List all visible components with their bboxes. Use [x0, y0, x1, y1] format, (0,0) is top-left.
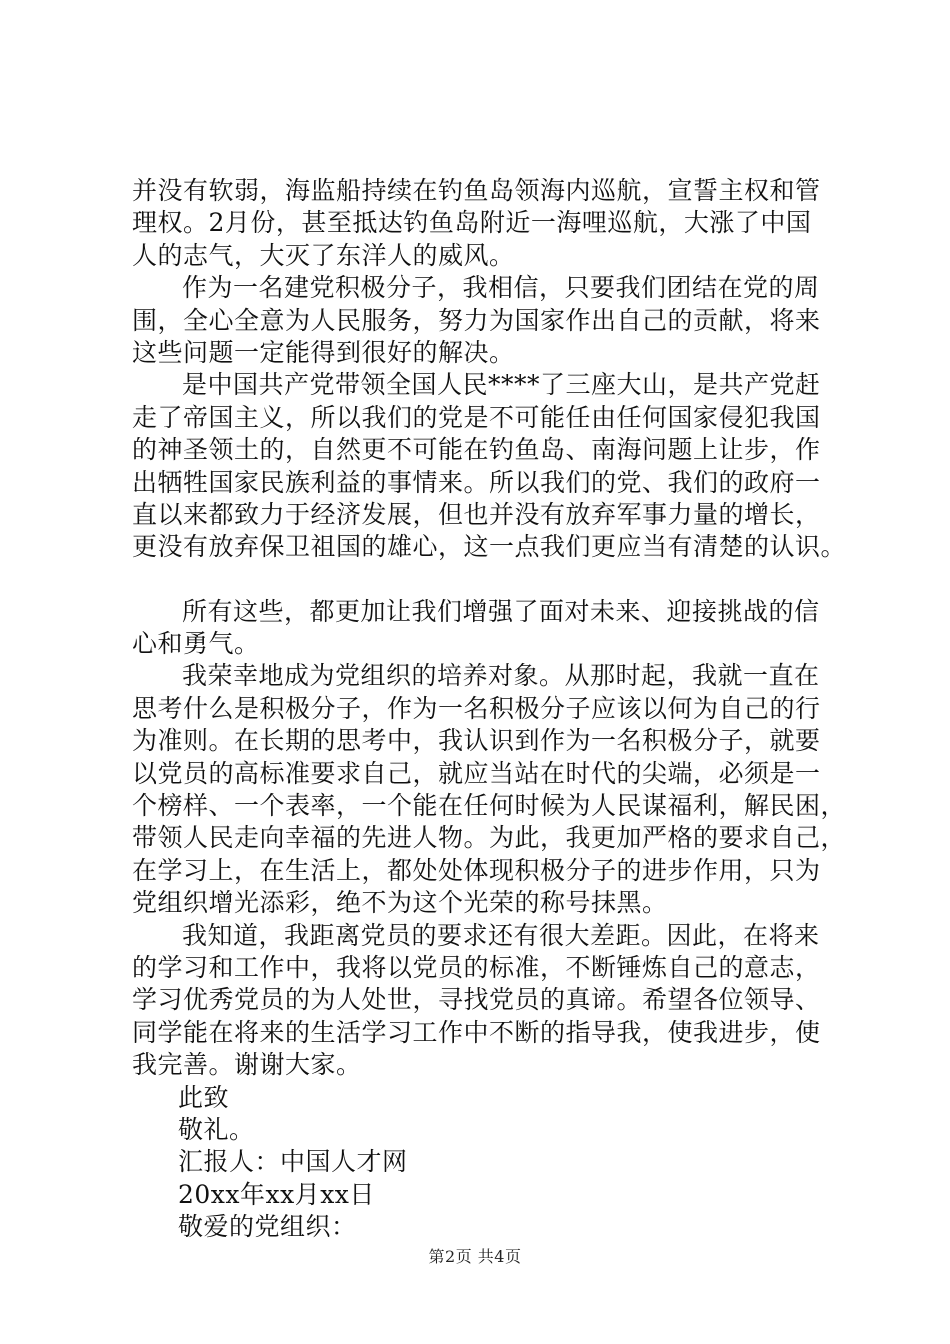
text-line: 同学能在将来的生活学习工作中不断的指导我，使我进步，使 — [132, 1017, 821, 1047]
next-letter-greeting: 敬爱的党组织： — [178, 1212, 357, 1242]
text-line: 理权。2月份，甚至抵达钓鱼岛附近一海哩巡航，大涨了中国 — [132, 208, 812, 238]
paragraph-3 — [132, 369, 847, 563]
text-line: 是中国共产党带领全国人民****了三座大山，是共产党赶 — [182, 370, 821, 400]
text-line: 出牺牲国家民族利益的事情来。所以我们的党、我们的政府一 — [132, 467, 821, 497]
paragraph-4 — [132, 596, 844, 661]
text-line: 的神圣领土的，自然更不可能在钓鱼岛、南海问题上让步，作 — [132, 435, 821, 465]
closing-salutation: 此致 — [178, 1082, 230, 1112]
text-line: 为准则。在长期的思考中，我认识到作为一名积极分子，就要 — [132, 726, 821, 756]
text-line: 我完善。谢谢大家。 — [132, 1050, 362, 1080]
paragraph-5 — [132, 660, 847, 919]
text-line: 这些问题一定能得到很好的解决。 — [132, 337, 515, 367]
text-line: 的学习和工作中，我将以党员的标准，不断锤炼自己的意志， — [132, 952, 821, 982]
report-date: 20xx年xx月xx日 — [178, 1179, 375, 1209]
text-line: 思考什么是积极分子，作为一名积极分子应该以何为自己的行 — [132, 693, 821, 723]
paragraph-6 — [132, 920, 844, 1082]
text-line: 学习优秀党员的为人处世，寻找党员的真谛。希望各位领导、 — [132, 985, 821, 1015]
text-line: 以党员的高标准要求自己，就应当站在时代的尖端，必须是一 — [132, 758, 821, 788]
closing-respect: 敬礼。 — [178, 1114, 255, 1144]
paragraph-2 — [132, 272, 844, 369]
text-line: 直以来都致力于经济发展，但也并没有放弃军事力量的增长， — [132, 499, 821, 529]
text-line: 我荣幸地成为党组织的培养对象。从那时起，我就一直在 — [182, 661, 820, 691]
text-line: 更没有放弃保卫祖国的雄心，这一点我们更应当有清楚的认识。 — [132, 532, 847, 562]
text-line: 围，全心全意为人民服务，努力为国家作出自己的贡献，将来 — [132, 305, 821, 335]
text-line: 党组织增光添彩，绝不为这个光荣的称号抹黑。 — [132, 888, 668, 918]
text-line: 走了帝国主义，所以我们的党是不可能任由任何国家侵犯我国 — [132, 402, 821, 432]
text-line: 所有这些，都更加让我们增强了面对未来、迎接挑战的信 — [182, 596, 820, 626]
text-line: 并没有软弱，海监船持续在钓鱼岛领海内巡航，宣誓主权和管 — [132, 176, 821, 205]
document-body — [132, 175, 847, 1244]
text-line: 我知道，我距离党员的要求还有很大差距。因此，在将来 — [182, 920, 820, 950]
paragraph-1 — [132, 175, 844, 272]
text-line: 作为一名建党积极分子，我相信，只要我们团结在党的周 — [182, 273, 820, 303]
text-line: 心和勇气。 — [132, 629, 260, 659]
page-footer: 第2页 共4页 — [428, 1247, 522, 1266]
text-line: 在学习上，在生活上，都处处体现积极分子的进步作用，只为 — [132, 855, 821, 885]
letter-closing — [132, 1082, 844, 1244]
blank-line — [132, 564, 844, 596]
reporter-signature: 汇报人：中国人才网 — [178, 1147, 408, 1177]
text-line: 带领人民走向幸福的先进人物。为此，我更加严格的要求自己， — [132, 823, 847, 853]
text-line: 个榜样、一个表率，一个能在任何时候为人民谋福利，解民困， — [132, 791, 847, 821]
text-line: 人的志气，大灭了东洋人的威风。 — [132, 240, 515, 270]
